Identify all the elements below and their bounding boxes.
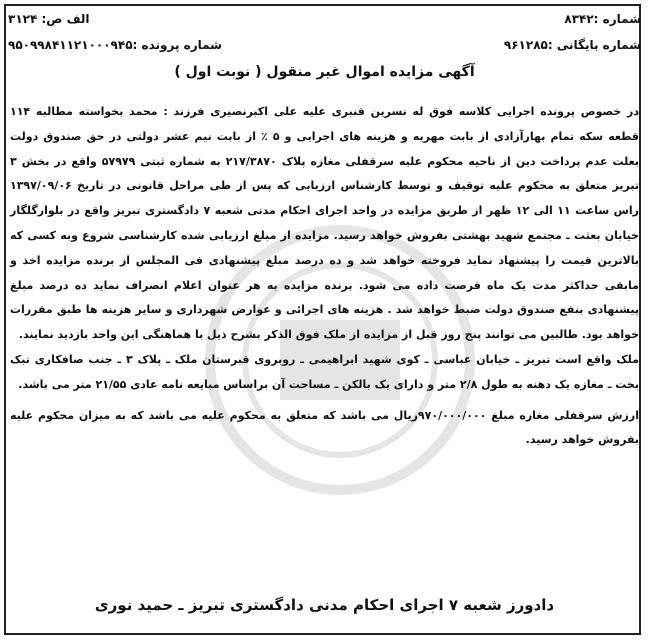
- header-row-1: [8, 12, 641, 26]
- notice-title: آگهی مزایده اموال غیر منقول ( نوبت اول ): [174, 64, 475, 80]
- alef-sad-label: الف ص: ۳۱۲۴: [8, 12, 90, 26]
- number-label: شماره :۸۳۴۲: [564, 12, 641, 26]
- header-row-2: [8, 38, 641, 52]
- paragraph-main: در خصوص پرونده اجرایی کلاسه فوق له نسرین قنبری علیه علی اکبرنصیری فرزند : محمد بخواسته مطالبه ۱۱۴ قطعه سکه تمام بهارآزادی از بابت مهریه و هزینه های اجرایی و ۵ ٪ از بابت نیم عشر دولتی در حق صندوق دولت بعلت عدم پرداخت دین از ناحیه محکوم علیه سرقفلی مغازه پلاک ۲۱۷/۳۸۷۰ به شماره ثبتی ۵۷۹۷۹ واقع در بخش ۳ تبریز متعلق به محکوم علیه توقیف و توسط کارشناس ارزیابی که پس از طی مراحل قانونی در تاریخ ۱۳۹۷/۰۹/۰۶ راس ساعت ۱۱ الی ۱۲ ظهر از طریق مزایده در واحد اجرای احکام مدنی شعبه ۷ دادگستری تبریز واقع در بلوارگلگار خیابان بعثت ـ مجتمع شهید بهشتی بفروش خواهد رسید. مزایده از مبلغ ارزیابی شده کارشناسی شروع وبه کسی که بالاترین قیمت را پیشنهاد نماید فروخته خواهد شد و ده درصد مبلغ پیشنهادی فی المجلس از برنده مزایده اخذ و مابقی حداکثر مدت یک ماه فرصت داده می شود. برنده مزایده به هر عنوان اعلام انصراف نماید ده درصد مبلغ پیشنهادی بنفع صندوق دولت ضبط خواهد شد . هزینه های اجرائی و عوارض شهرداری و سایر هزینه ها طبق مقررات خواهد بود. طالبین می توانند پنج روز قبل از مزایده از ملک فوق الذکر بشرح ذیل با هماهنگی این واحد بازدید نمایند.: [10, 105, 639, 342]
- signature-line: دادورز شعبه ۷ اجرای احکام مدنی دادگستری تبریز ـ حمید نوری: [94, 596, 555, 614]
- paragraph-value: ارزش سرقفلی مغازه مبلغ ۹۷۰/۰۰۰/۰۰۰ریال می باشد که متعلق به محکوم علیه می باشد که به میزان محکوم علیه بفروش خواهد رسید.: [10, 408, 639, 447]
- paragraph-property-location: ملک واقع است تبریز ـ خیابان عباسی ـ کوی شهید ابراهیمی ـ روبروی قبرستان ملک ـ پلاک ۳ ـ جنب صافکاری تبک بخت ـ مغازه یک دهنه به طول ۲/۸ متر و دارای یک بالکن ـ مساحت آن براساس مبایعه نامه عادی ۲۱/۵۵ متر می باشد.: [10, 352, 639, 391]
- case-number-label: شماره پرونده :۹۵۰۹۹۸۴۱۱۲۱۰۰۰۹۴۵: [8, 38, 222, 52]
- archive-number-label: شماره بایگانی :۹۶۱۲۸۵: [503, 38, 641, 52]
- notice-body: [10, 100, 639, 453]
